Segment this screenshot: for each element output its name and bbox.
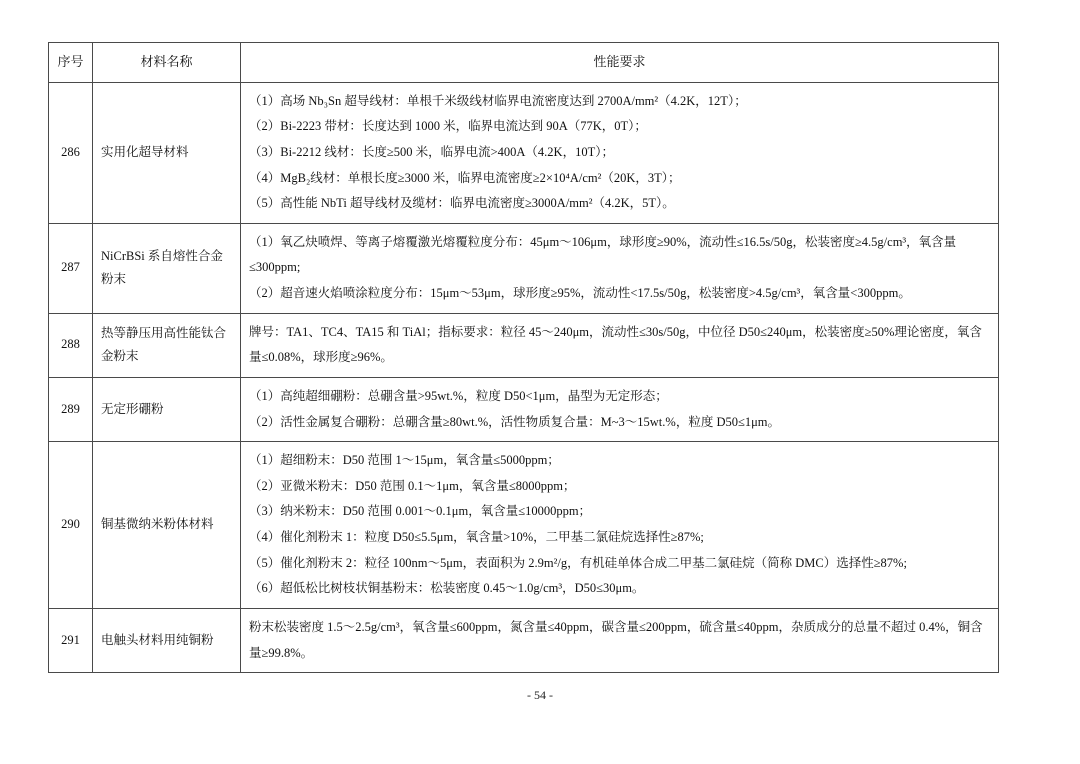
table-row bbox=[49, 82, 999, 223]
table-row bbox=[49, 377, 999, 441]
requirement-line: （3）纳米粉末：D50 范围 0.001～0.1μm，氧含量≤10000ppm； bbox=[249, 504, 592, 519]
requirement-line: （1）高纯超细硼粉：总硼含量>95wt.%，粒度 D50<1μm，晶型为无定形态； bbox=[249, 388, 668, 403]
cell-no: 291 bbox=[49, 608, 93, 672]
cell-no: 290 bbox=[49, 442, 93, 609]
table-row bbox=[49, 223, 999, 313]
table-row bbox=[49, 313, 999, 377]
cell-requirements bbox=[241, 442, 999, 609]
column-header-requirement: 性能要求 bbox=[241, 43, 999, 83]
requirement-line: （2）超音速火焰喷涂粒度分布：15μm～53μm，球形度≥95%，流动性<17.5s/50g，松装密度>4.5g/cm³，氧含量<300ppm。 bbox=[249, 286, 911, 301]
requirement-line: （4）催化剂粉末 1：粒度 D50≤5.5μm，氧含量>10%，二甲基二氯硅烷选择性≥87%; bbox=[249, 530, 704, 545]
column-header-no: 序号 bbox=[49, 43, 93, 83]
cell-requirements bbox=[241, 313, 999, 377]
table-row bbox=[49, 442, 999, 609]
requirement-line: （3）Bi-2212 线材：长度≥500 米，临界电流>400A（4.2K，10T）； bbox=[249, 144, 614, 159]
requirement-line: （2）亚微米粉末：D50 范围 0.1～1μm，氧含量≤8000ppm； bbox=[249, 478, 576, 493]
cell-requirements bbox=[241, 608, 999, 672]
spec-table-container bbox=[48, 42, 998, 673]
page-number: - 54 - bbox=[527, 688, 553, 702]
requirement-line: （6）超低松比树枝状铜基粉末：松装密度 0.45～1.0g/cm³，D50≤30μm。 bbox=[249, 581, 645, 596]
requirement-line: 牌号：TA1、TC4、TA15 和 TiAl；指标要求：粒径 45～240μm，流动性≤30s/50g，中位径 D50≤240μm，松装密度≥50%理论密度，氧含量≤0.08%，球形度≥96%。 bbox=[249, 324, 982, 365]
column-header-name: 材料名称 bbox=[93, 43, 241, 83]
table-header-row bbox=[49, 43, 999, 83]
cell-requirements bbox=[241, 82, 999, 223]
requirement-line: （4）MgB₂线材：单根长度≥3000 米，临界电流密度≥2×10⁴A/cm²（20K，3T）； bbox=[249, 170, 681, 185]
table-row bbox=[49, 608, 999, 672]
requirement-line: （1）氧乙炔喷焊、等离子熔覆激光熔覆粒度分布：45μm～106μm，球形度≥90%，流动性≤16.5s/50g，松装密度≥4.5g/cm³，氧含量≤300ppm; bbox=[249, 234, 957, 275]
requirement-line: （1）高场 Nb₃Sn 超导线材：单根千米级线材临界电流密度达到 2700A/mm²（4.2K，12T）； bbox=[249, 93, 747, 108]
requirement-line: （2）活性金属复合硼粉：总硼含量≥80wt.%，活性物质复合量：M~3～15wt.%，粒度 D50≤1μm。 bbox=[249, 414, 781, 429]
requirement-line: （2）Bi-2223 带材：长度达到 1000 米，临界电流达到 90A（77K，0T）； bbox=[249, 119, 647, 134]
cell-material-name: 无定形硼粉 bbox=[93, 377, 241, 441]
cell-material-name: 实用化超导材料 bbox=[93, 82, 241, 223]
cell-no: 289 bbox=[49, 377, 93, 441]
table-header bbox=[49, 43, 999, 83]
requirement-line: 粉末松装密度 1.5～2.5g/cm³，氧含量≤600ppm，氮含量≤40ppm，碳含量≤200ppm，硫含量≤40ppm，杂质成分的总量不超过 0.4%，铜含量≥99.8%。 bbox=[249, 619, 983, 660]
cell-no: 288 bbox=[49, 313, 93, 377]
cell-requirements bbox=[241, 223, 999, 313]
requirement-line: （5）高性能 NbTi 超导线材及缆材：临界电流密度≥3000A/mm²（4.2K，5T）。 bbox=[249, 196, 675, 211]
cell-material-name: NiCrBSi 系自熔性合金粉末 bbox=[93, 223, 241, 313]
material-spec-table bbox=[48, 42, 999, 673]
cell-no: 287 bbox=[49, 223, 93, 313]
requirement-line: （1）超细粉末：D50 范围 1～15μm，氧含量≤5000ppm； bbox=[249, 453, 560, 468]
table-body bbox=[49, 82, 999, 673]
cell-material-name: 铜基微纳米粉体材料 bbox=[93, 442, 241, 609]
cell-material-name: 热等静压用高性能钛合金粉末 bbox=[93, 313, 241, 377]
cell-no: 286 bbox=[49, 82, 93, 223]
requirement-line: （5）催化剂粉末 2：粒径 100nm～5μm，表面积为 2.9m²/g，有机硅单体合成二甲基二氯硅烷（简称 DMC）选择性≥87%; bbox=[249, 555, 907, 570]
cell-requirements bbox=[241, 377, 999, 441]
cell-material-name: 电触头材料用纯铜粉 bbox=[93, 608, 241, 672]
